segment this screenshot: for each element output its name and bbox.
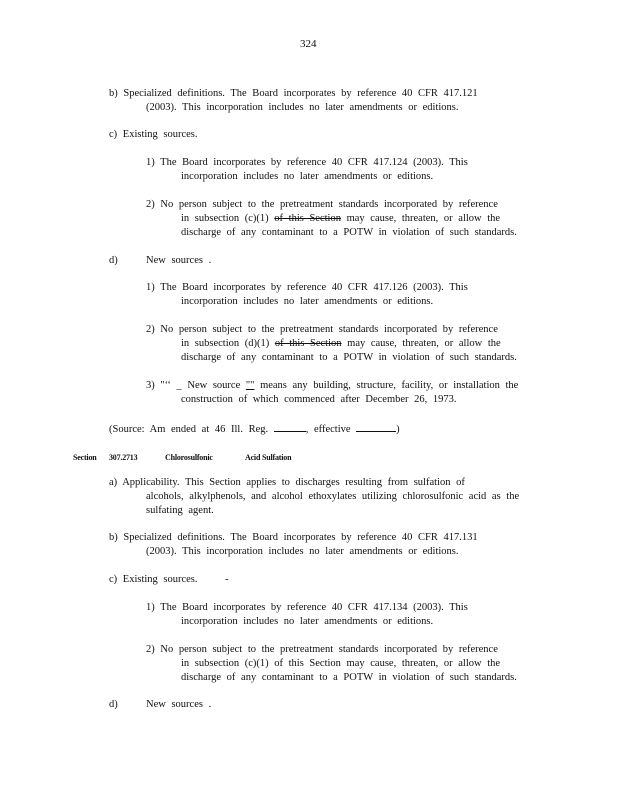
s2-c2-line-3: discharge of any contaminant to a POTW in violation of such standards. xyxy=(181,672,517,683)
s1-d3-line-2: construction of which commenced after December 26, 1973. xyxy=(181,394,457,405)
s1-c2-line-2-b: may cause, threaten, or allow the xyxy=(346,213,501,224)
page-number: 324 xyxy=(300,38,317,50)
source-note xyxy=(109,421,400,436)
s1-c2-line-3: discharge of any contaminant to a POTW in violation of such standards. xyxy=(181,227,517,238)
s1-b-line-1: b) Specialized definitions. The Board incorporates by reference 40 CFR 417.121 xyxy=(109,88,478,99)
s1-b-line-2: (2003). This incorporation includes no later amendments or editions. xyxy=(146,102,459,113)
s1-c1-line-2: incorporation includes no later amendments or editions. xyxy=(181,171,434,182)
s2-a-line-2: alcohols, alkylphenols, and alcohol ethoxylates utilizing chlorosulfonic acid as the xyxy=(146,491,520,502)
s1-d3-term: _ New source xyxy=(176,380,241,391)
s1-d2-line-1: 2) No person subject to the pretreatment standards incorporated by reference xyxy=(146,324,498,335)
s1-d3-number: 3) "‘‘ xyxy=(146,380,171,391)
s2-b-line-2: (2003). This incorporation includes no later amendments or editions. xyxy=(146,546,459,557)
s2-c-heading: c) Existing sources. xyxy=(109,574,198,585)
s2-d-label: d) xyxy=(109,699,118,710)
section-number: 307.2713 xyxy=(109,453,138,462)
s2-c2-line-2: in subsection (c)(1) of this Section may cause, threaten, or allow the xyxy=(181,658,501,669)
section-title-b: Acid Sulfation xyxy=(245,453,292,462)
s2-a-line-3: sulfating agent. xyxy=(146,505,214,516)
s2-d-heading: New sources . xyxy=(146,699,212,710)
s1-c-heading: c) Existing sources. xyxy=(109,129,198,140)
section-title-a: Chlorosulfonic xyxy=(165,453,213,462)
s1-d1-line-2: incorporation includes no later amendments or editions. xyxy=(181,296,434,307)
s2-b-line-1: b) Specialized definitions. The Board incorporates by reference 40 CFR 417.131 xyxy=(109,532,478,543)
source-note-a: (Source: Am ended at 46 Ill. Reg. xyxy=(109,424,269,435)
s1-c2-line-2 xyxy=(181,213,500,225)
s1-d3-line-1 xyxy=(146,380,518,392)
s2-c2-line-1: 2) No person subject to the pretreatment standards incorporated by reference xyxy=(146,644,498,655)
blank-line xyxy=(356,421,396,432)
s1-d2-line-3: discharge of any contaminant to a POTW in violation of such standards. xyxy=(181,352,517,363)
s1-d3-definition: means any building, structure, facility, or installation the xyxy=(260,380,519,391)
s2-c1-line-1: 1) The Board incorporates by reference 40 CFR 417.134 (2003). This xyxy=(146,602,468,613)
s1-c2-line-2-a: in subsection (c)(1) xyxy=(181,213,269,224)
blank-line xyxy=(274,421,306,432)
s1-c1-line-1: 1) The Board incorporates by reference 40 CFR 417.124 (2003). This xyxy=(146,157,468,168)
s1-c2-line-1: 2) No person subject to the pretreatment standards incorporated by reference xyxy=(146,199,498,210)
section-label: Section xyxy=(73,453,97,462)
deleted-text: of this Section xyxy=(274,213,341,224)
s1-d-label: d) xyxy=(109,255,118,266)
s2-a-line-1: a) Applicability. This Section applies to discharges resulting from sulfation of xyxy=(109,477,465,488)
s1-d2-line-2-b: may cause, threaten, or allow the xyxy=(347,338,501,349)
source-note-b: , effective xyxy=(305,424,351,435)
s2-c-mark: - xyxy=(225,574,229,585)
s1-d2-line-2-a: in subsection (d)(1) xyxy=(181,338,270,349)
s1-d1-line-1: 1) The Board incorporates by reference 40 CFR 417.126 (2003). This xyxy=(146,282,468,293)
source-note-c: ) xyxy=(396,424,400,435)
s1-d3-quote: "" xyxy=(245,380,255,391)
s2-c1-line-2: incorporation includes no later amendments or editions. xyxy=(181,616,434,627)
s1-d2-line-2 xyxy=(181,338,501,350)
deleted-text: of this Section xyxy=(274,338,342,349)
s1-d-heading: New sources . xyxy=(146,255,212,266)
